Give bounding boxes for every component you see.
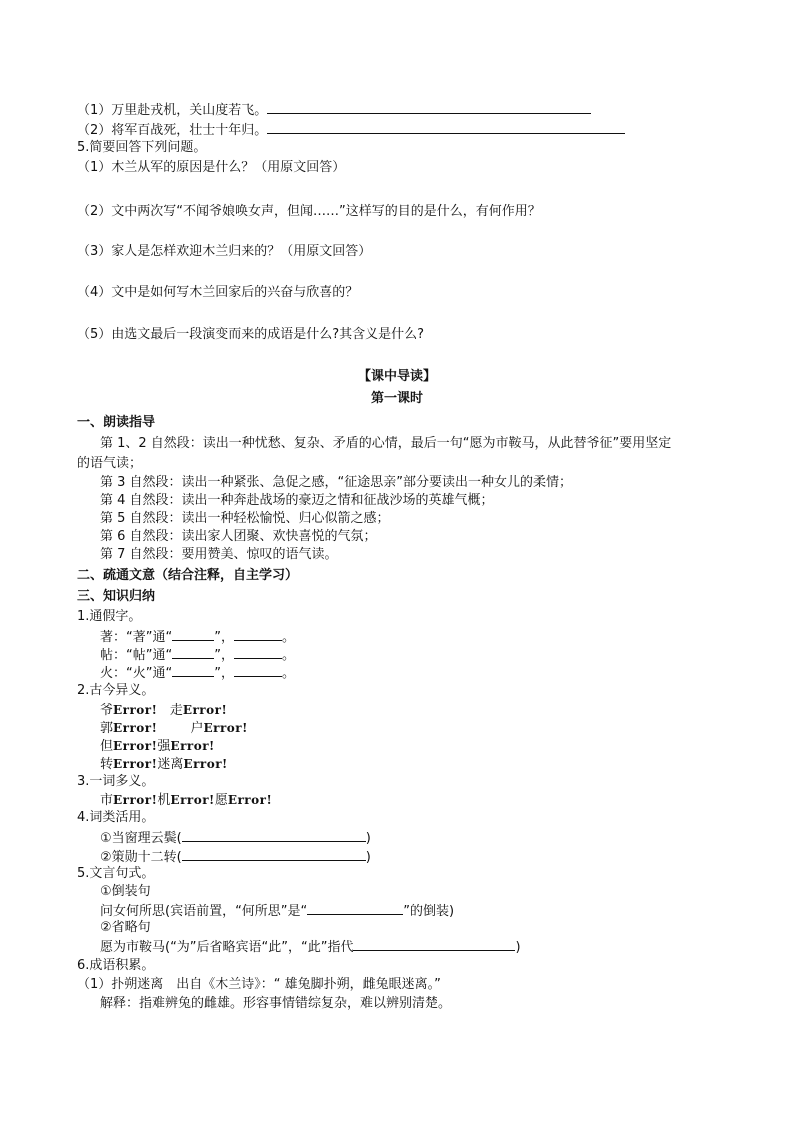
- blank-line[interactable]: [234, 646, 282, 659]
- blank-line[interactable]: [182, 829, 366, 842]
- part1-para-5: 第 6 自然段：读出家人团聚、欢快喜悦的气氛；: [100, 529, 377, 544]
- k2-row-3: 但Error!强Error!: [100, 739, 215, 754]
- q4-item-2: [77, 120, 625, 139]
- k5-sub-1-line: 问女何所思(宾语前置，“何所思”是“ ”的倒装): [100, 904, 455, 919]
- blank-line[interactable]: [182, 848, 366, 861]
- blank-line[interactable]: [234, 664, 282, 677]
- part1-heading: 一、朗读指导: [77, 415, 156, 430]
- part1-para-1-cont: 的语气读；: [77, 456, 143, 471]
- q4-item-2-text: （2）将军百战死，壮士十年归。: [77, 123, 268, 138]
- k5-sub-2-line: 愿为市鞍马(“为”后省略宾语“此”，“此”指代 ): [100, 940, 521, 955]
- k3-row: 市Error!机Error!愿Error!: [100, 793, 273, 808]
- answer-line[interactable]: [267, 100, 591, 114]
- q5-sub-3: （3）家人是怎样欢迎木兰归来的？（用原文回答）: [77, 244, 372, 259]
- k6-title: 6.成语积累。: [77, 958, 155, 973]
- k2-row-4: 转Error!迷离Error!: [100, 757, 228, 772]
- part1-para-6: 第 7 自然段：要用赞美、惊叹的语气读。: [100, 547, 338, 562]
- part3-heading: 三、知识归纳: [77, 589, 156, 604]
- k6-item-1-explain: 解释：指难辨兔的雌雄。形容事情错综复杂，难以辨别清楚。: [100, 996, 452, 1011]
- blank-line[interactable]: [234, 628, 282, 641]
- q4-item-1: [77, 100, 591, 119]
- k1-row-2: 帖：“帖”通“ ”， 。: [100, 648, 295, 663]
- q5-sub-1: （1）木兰从军的原因是什么？（用原文回答）: [77, 160, 346, 175]
- blank-line[interactable]: [172, 628, 214, 641]
- q4-item-1-text: （1）万里赴戎机，关山度若飞。: [77, 103, 268, 118]
- k2-row-1: 爷Error! 走Error!: [100, 703, 228, 718]
- k1-row-3: 火：“火”通“ ”， 。: [100, 666, 295, 681]
- k1-title: 1.通假字。: [77, 609, 142, 624]
- part1-para-3: 第 4 自然段：读出一种奔赴战场的豪迈之情和征战沙场的英雄气概；: [100, 493, 494, 508]
- k6-item-1: （1）扑朔迷离 出自《木兰诗》：“ 雄兔脚扑朔，雌兔眼迷离。”: [77, 977, 441, 992]
- q5-sub-2: （2）文中两次写“不闻爷娘唤女声，但闻……”这样写的目的是什么，有何作用？: [77, 204, 541, 219]
- k2-title: 2.古今异义。: [77, 683, 155, 698]
- k3-title: 3.一词多义。: [77, 774, 155, 789]
- part1-para-1: 第 1、2 自然段：读出一种忧愁、复杂、矛盾的心情，最后一句“愿为市鞍马，从此替爷征”要用坚定: [100, 436, 672, 451]
- k5-sub-1: ①倒装句: [100, 884, 151, 899]
- k5-sub-2: ②省略句: [100, 920, 151, 935]
- blank-line[interactable]: [353, 938, 515, 951]
- k5-title: 5.文言句式。: [77, 866, 155, 881]
- section-title: 【课中导读】: [357, 369, 436, 384]
- k2-row-2: 郭Error! 户Error!: [100, 721, 248, 736]
- k4-title: 4.词类活用。: [77, 810, 155, 825]
- part1-para-2: 第 3 自然段：读出一种紧张、急促之感，“征途思亲”部分要读出一种女儿的柔情；: [100, 475, 573, 490]
- part1-para-4: 第 5 自然段：读出一种轻松愉悦、归心似箭之感；: [100, 511, 390, 526]
- blank-line[interactable]: [172, 646, 214, 659]
- q5-sub-4: （4）文中是如何写木兰回家后的兴奋与欣喜的？: [77, 285, 359, 300]
- blank-line[interactable]: [172, 664, 214, 677]
- q5-title: 5.简要回答下列问题。: [77, 140, 207, 155]
- section-subtitle: 第一课时: [370, 391, 423, 406]
- k4-row-2: ②策勋十二转( ): [100, 850, 371, 865]
- answer-line[interactable]: [267, 120, 625, 134]
- part2-heading: 二、疏通文意（结合注释，自主学习）: [77, 568, 299, 583]
- k1-row-1: 著：“著”通“ ”， 。: [100, 630, 295, 645]
- blank-line[interactable]: [307, 902, 403, 915]
- k4-row-1: ①当窗理云鬓( ): [100, 831, 371, 846]
- q5-sub-5: （5）由选文最后一段演变而来的成语是什么?其含义是什么?: [77, 327, 425, 342]
